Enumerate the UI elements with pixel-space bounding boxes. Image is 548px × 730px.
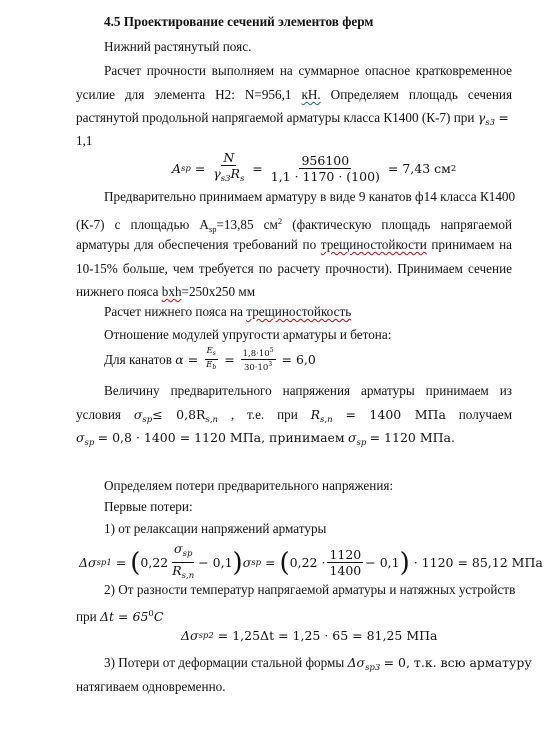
paragraph-strength-line3: растянутой продольной напрягаемой арматуры класса К1400 (К-7) при $\gamma_{s3}$ = [76,110,509,128]
paragraph-temperature-line2: при $\Delta t = 65^0C$ [76,609,164,624]
spellcheck-word: bxh [161,284,182,299]
paragraph-prestress-line2: условия $\sigma_{sp}\le 0,8R_{s,n}$ , т.е. при $R_{s,n} = 1400$ МПа получаем [76,407,513,425]
fraction-1120-1400: $\frac{1120}{1400}$ [329,547,362,578]
formula-sp2: Δσ sp2 = 1,25Δt = 1,25 · 65 = 81,25 МПа [181,628,438,643]
spellcheck-word: трещиностойкости [320,237,427,252]
fraction-n-over-gamma-rs: $\frac{N}{\gamma_{s3}R_s}$ [213,150,245,184]
unit-kn: кН. [301,87,321,102]
paragraph-losses: Определяем потери предварительного напряжения: [104,478,394,493]
paragraph-form-line1: 3) Потери от деформации стальной формы $\Delta\sigma_{sp3} = 0$, т.к. всю арматуру [104,655,532,673]
paragraph-crack: Расчет нижнего пояса на трещиностойкость [104,304,352,319]
formula-alpha: Для канатов α = $\frac{E_s}{E_b}$ = $\frac{1,8\cdot 10^5}{30\cdot 10^3}$ = 6,0 [104,346,316,373]
formula-relaxation: Δσ sp1 = ( 0,22 $\frac{\sigma_{sp}}{R_{s,n}}$ − 0,1 ) σ sp = ( 0,22 · $\frac{1120}{1400}$ − 0,1 ) · 1120 = 85,12 МПа [79,541,543,584]
fraction-moduli: $\frac{1,8\cdot 10^5}{30\cdot 10^3}$ [242,347,274,373]
paragraph-lower-belt: Нижний растянутый пояс. [104,39,252,54]
formula-asp: A sp = $\frac{N}{\gamma_{s3}R_s}$ = $\frac{956100}{1,1 \cdot 1170 \cdot (100)}$ = 7,43 см 2 [172,150,456,187]
paragraph-strength-line1: Расчет прочности выполняем на суммарное опасное кратковременное [104,63,512,78]
paragraph-relaxation: 1) от релаксации напряжений арматуры [104,521,327,536]
paragraph-temperature-line1: 2) От разности температур напрягаемой арматуры и натяжных устройств [104,582,516,597]
paragraph-prelim-line1: Предварительно принимаем арматуру в виде 9 канатов ф14 класса К1400 [104,189,516,204]
section-heading: 4.5 Проектирование сечений элементов ферм [104,14,374,29]
paragraph-prelim-line3: арматуры для обеспечения требований по трещиностойкости принимаем на [76,237,513,252]
paragraph-ratio: Отношение модулей упругости арматуры и бетона: [104,327,392,342]
paragraph-prelim-line4: 10-15% больше, чем требуется по расчету прочности). Принимаем сечение [76,261,512,276]
paragraph-form-line2: натягиваем одновременно. [76,679,226,694]
paragraph-prestress-line1: Величину предварительного напряжения арматуры принимаем из [104,383,512,398]
paragraph-strength-line2: усилие для элемента Н2: N=956,1 кН. Определяем площадь сечения [76,87,513,102]
fraction-es-eb: $\frac{E_s}{E_b}$ [206,346,217,371]
paragraph-prelim-line5: нижнего пояса bxh=250x250 мм [76,284,256,299]
spellcheck-word: трещиностойкость [246,304,352,319]
fraction-numeric: $\frac{956100}{1,1 \cdot 1170 \cdot (100)}$ [270,153,380,184]
paragraph-first-losses: Первые потери: [104,499,193,514]
paragraph-prelim-line2: (К-7) с площадью $А_{sp}=13,85$ $см^2$ (фактическую площадь напрягаемой [76,216,513,234]
paragraph-strength-line4: 1,1 [76,133,93,148]
paragraph-prestress-line3: $\sigma_{sp} = 0,8 \cdot 1400 = 1120$ МПа, принимаем $\sigma_{sp} = 1120$ МПа. [76,430,455,448]
fraction-sigma-over-r: $\frac{\sigma_{sp}}{R_{s,n}}$ [172,541,195,581]
